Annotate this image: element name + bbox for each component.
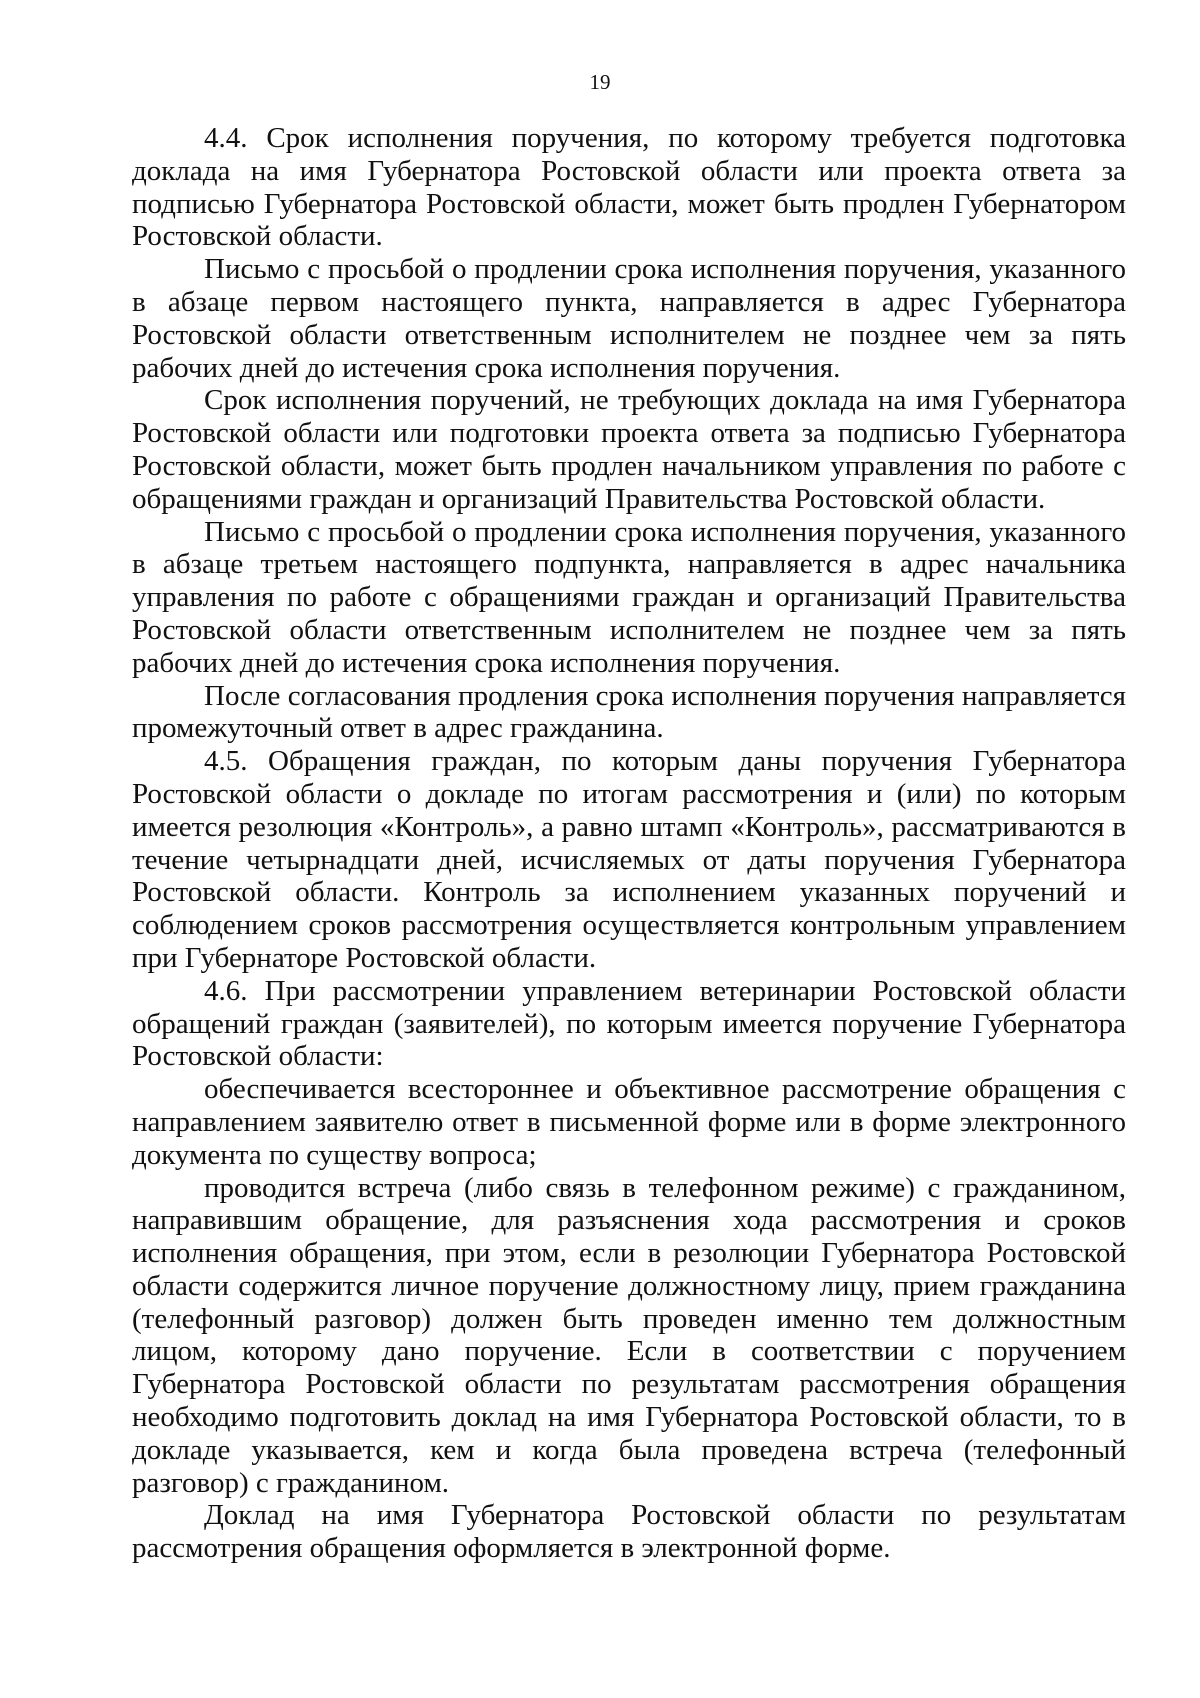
- paragraph-meeting-with-citizen: проводится встреча (либо связь в телефонном режиме) с гражданином, направившим обращение, для разъяснения хода рассмотрения и сроков исполнения обращения, при этом, если в резолюции Губернатора Ростовской области содержится личное поручение должностному лицу, прием гражданина (телефонный разговор) должен быть проведен именно тем должностным лицом, которому дано поручение. Если в соответствии с поручением Губернатора Ростовской области по результатам рассмотрения обращения необходимо подготовить доклад на имя Губернатора Ростовской области, то в докладе указывается, кем и когда была проведена встреча (телефонный разговор) с гражданином.: [132, 1171, 1126, 1499]
- paragraph-extension-letter-governor: Письмо с просьбой о продлении срока исполнения поручения, указанного в абзаце первом настоящего пункта, направляется в адрес Губернатора Ростовской области ответственным исполнителем не позднее чем за пять рабочих дней до истечения срока исполнения поручения.: [132, 253, 1126, 384]
- paragraph-4-5: 4.5. Обращения граждан, по которым даны поручения Губернатора Ростовской области о докладе по итогам рассмотрения и (или) по которым имеется резолюция «Контроль», а равно штамп «Контроль», рассматриваются в течение четырнадцати дней, исчисляемых от даты поручения Губернатора Ростовской области. Контроль за исполнением указанных поручений и соблюдением сроков рассмотрения осуществляется контрольным управлением при Губернаторе Ростовской области.: [132, 745, 1126, 974]
- paragraph-extension-department-head: Срок исполнения поручений, не требующих доклада на имя Губернатора Ростовской области или подготовки проекта ответа за подписью Губернатора Ростовской области, может быть продлен начальником управления по работе с обращениями граждан и организаций Правительства Ростовской области.: [132, 384, 1126, 515]
- paragraph-4-6: 4.6. При рассмотрении управлением ветеринарии Ростовской области обращений граждан (заявителей), по которым имеется поручение Губернатора Ростовской области:: [132, 974, 1126, 1073]
- paragraph-4-4: 4.4. Срок исполнения поручения, по которому требуется подготовка доклада на имя Губернатора Ростовской области или проекта ответа за подписью Губернатора Ростовской области, может быть продлен Губернатором Ростовской области.: [132, 122, 1126, 253]
- paragraph-extension-letter-department: Письмо с просьбой о продлении срока исполнения поручения, указанного в абзаце третьем настоящего подпункта, направляется в адрес начальника управления по работе с обращениями граждан и организаций Правительства Ростовской области ответственным исполнителем не позднее чем за пять рабочих дней до истечения срока исполнения поручения.: [132, 515, 1126, 679]
- page-number: 19: [589, 70, 611, 94]
- document-body: [132, 122, 1126, 1565]
- paragraph-electronic-report: Доклад на имя Губернатора Ростовской области по результатам рассмотрения обращения оформляется в электронной форме.: [132, 1499, 1126, 1565]
- paragraph-interim-answer: После согласования продления срока исполнения поручения направляется промежуточный ответ в адрес гражданина.: [132, 679, 1126, 745]
- paragraph-comprehensive-review: обеспечивается всестороннее и объективное рассмотрение обращения с направлением заявителю ответ в письменной форме или в форме электронного документа по существу вопроса;: [132, 1073, 1126, 1171]
